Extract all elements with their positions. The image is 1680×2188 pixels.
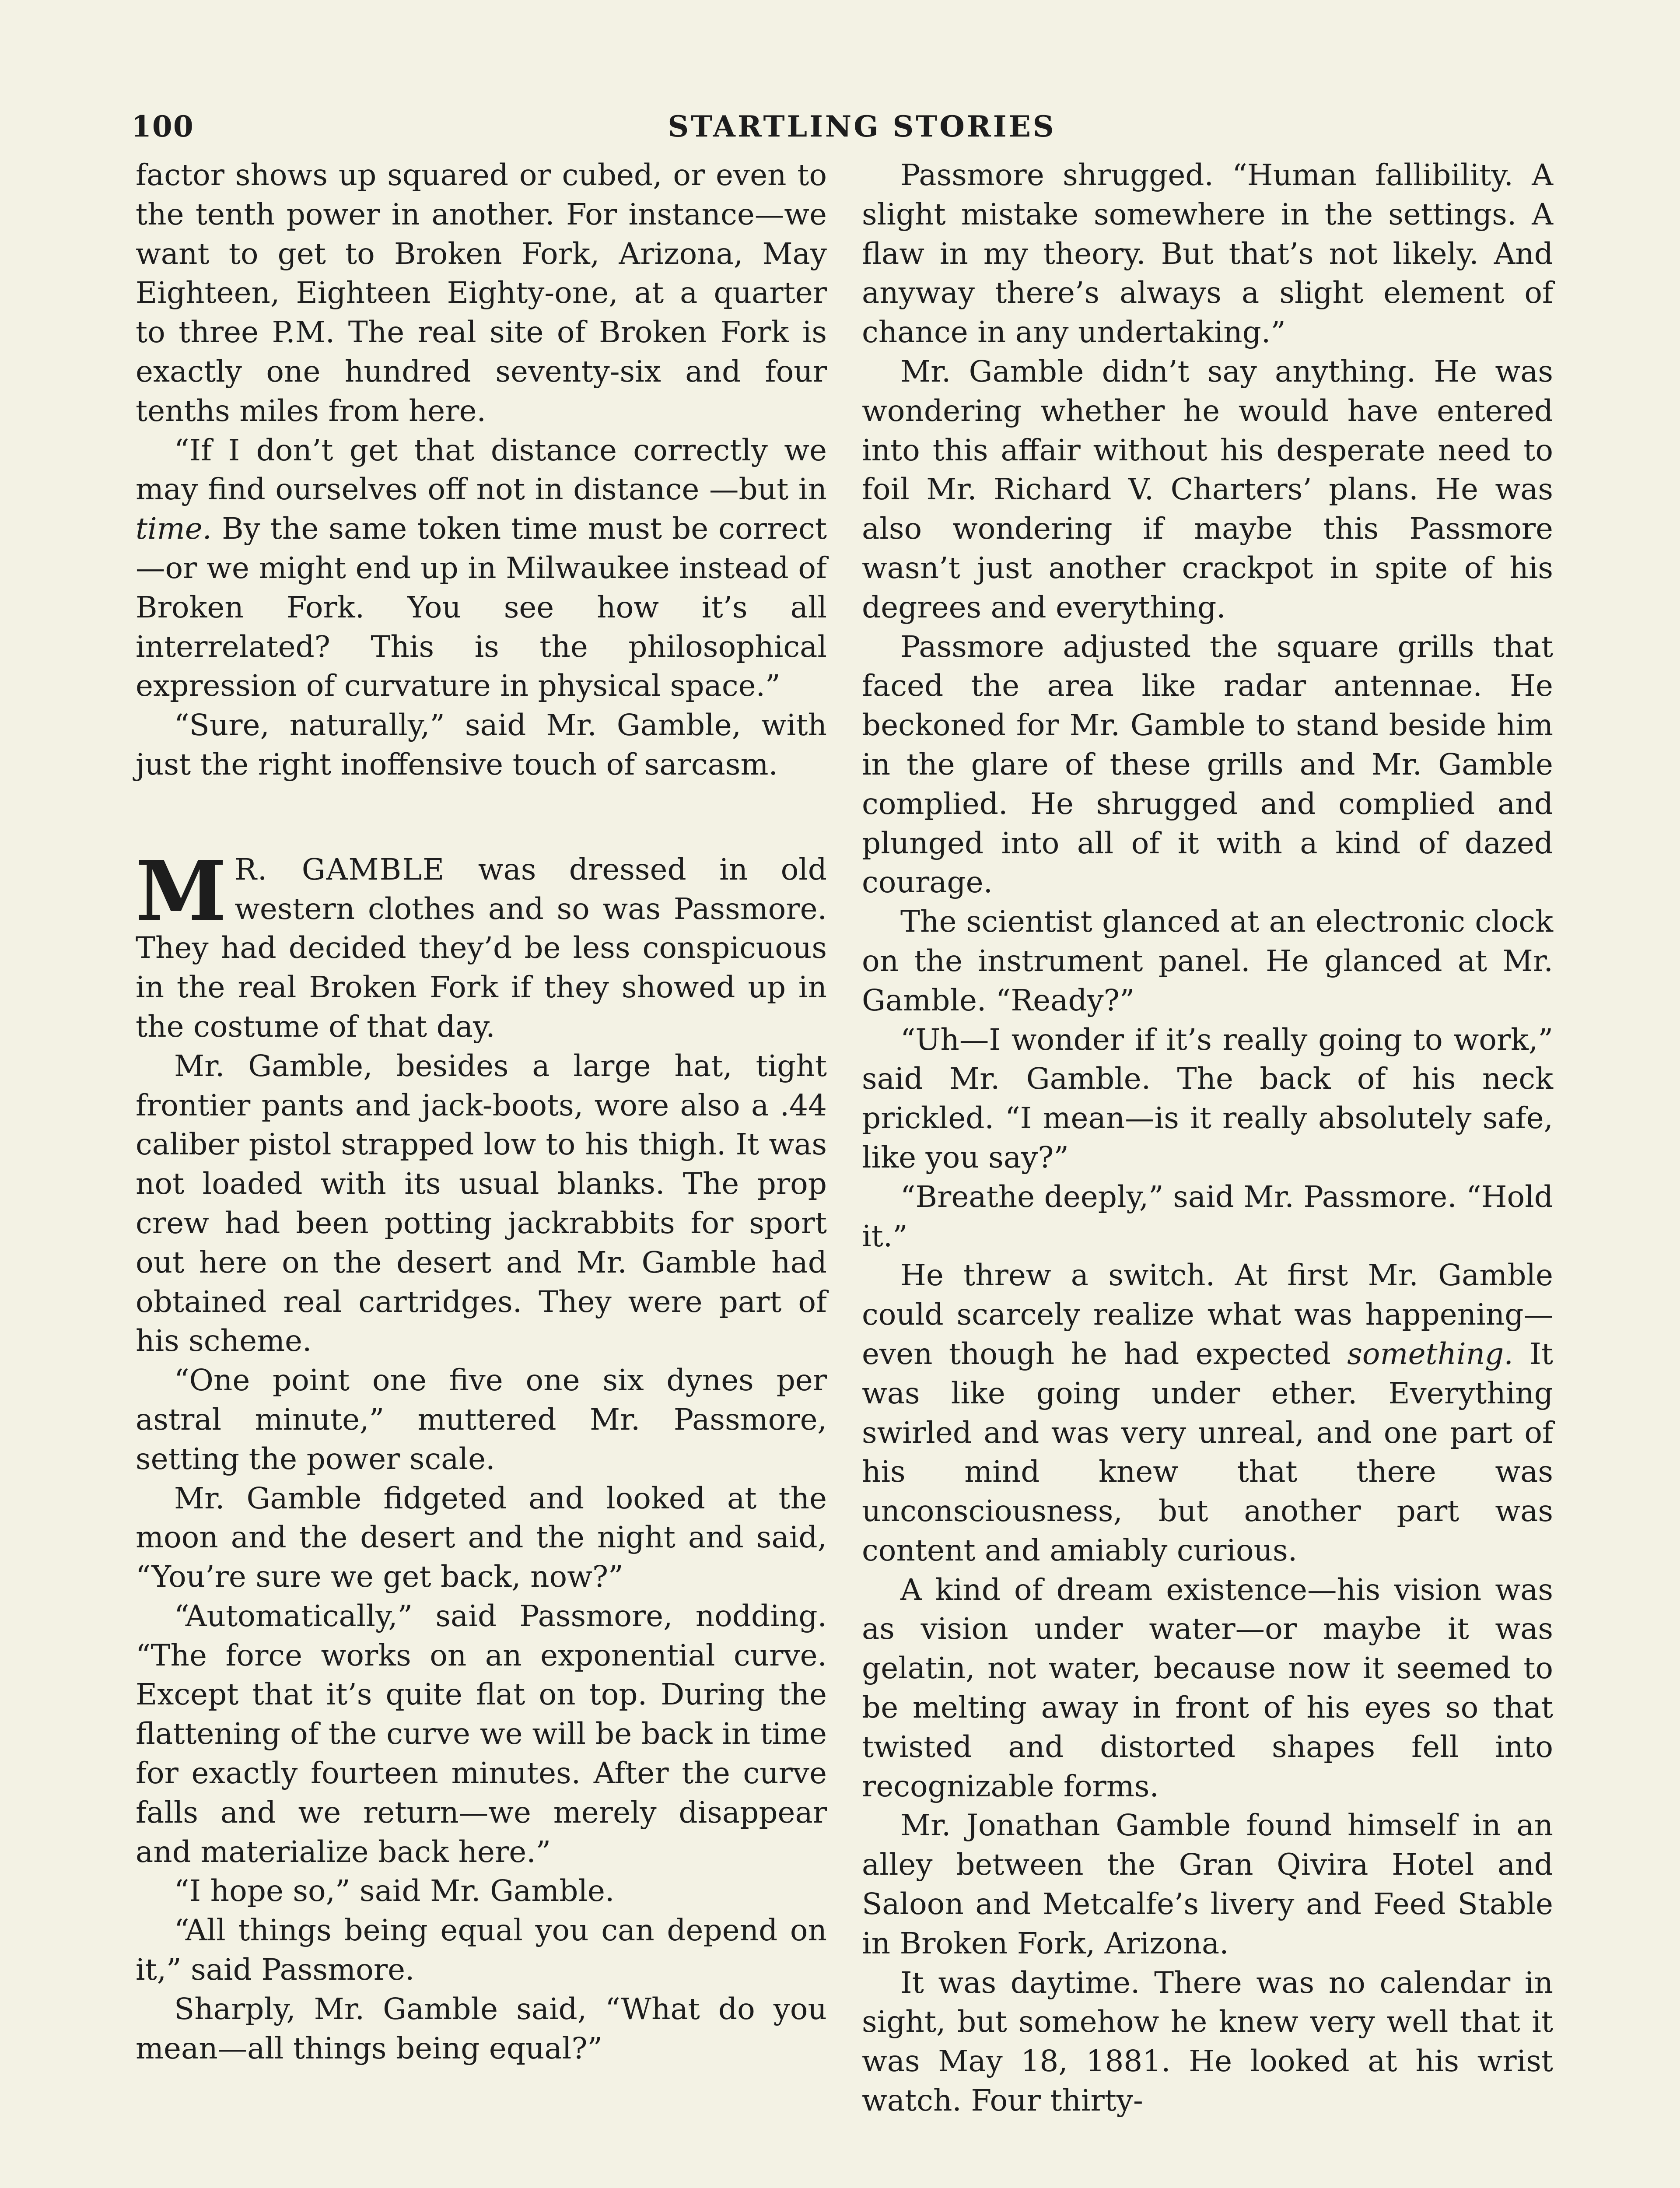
paragraph: “Breathe deeply,” said Mr. Passmore. “Hold it.” <box>862 1179 1553 1253</box>
page-header <box>131 109 1592 149</box>
paragraph: Mr. Jonathan Gamble found himself in an alley between the Gran Qivira Hotel and Saloon and Metcalfe’s livery and Feed Stable in Broken Fork, Arizona. <box>862 1808 1553 1960</box>
text-run: By the same token time must be correct—or we might end up in Milwaukee instead of Broken Fork. You see how it’s all interrelated? This is the philosophical expression of curvature in physical space.” <box>136 511 827 703</box>
paragraph: Mr. Gamble, besides a large hat, tight frontier pants and jack-boots, wore also a .44 caliber pistol strapped low to his thigh. It was not loaded with its usual blanks. The prop crew had been potting jackrabbits for sport out here on the desert and Mr. Gamble had obtained real cartridges. They were part of his scheme. <box>136 1048 827 1358</box>
running-head: STARTLING STORIES <box>668 109 1056 144</box>
right-column <box>862 155 1553 2188</box>
paragraph: “Uh—I wonder if it’s really going to work,” said Mr. Gamble. The back of his neck prickled. “I mean—is it really absolutely safe, like you say?” <box>862 1022 1553 1175</box>
paragraph: A kind of dream existence—his vision was as vision under water—or maybe it was gelatin, not water, because now it seemed to be melting away in front of his eyes so that twisted and distorted shapes fell into recognizable forms. <box>862 1572 1553 1803</box>
left-column <box>136 155 827 2188</box>
emphasis: something. <box>1347 1336 1513 1371</box>
paragraph: Mr. Gamble fidgeted and looked at the moon and the desert and the night and said, “You’re sure we get back, now?” <box>136 1480 827 1594</box>
text-run: He threw a switch. At first Mr. Gamble could scarcely realize what was happening—even though he had expected <box>862 1258 1553 1371</box>
paragraph: Mr. Gamble didn’t say anything. He was wondering whether he would have entered into this affair without his desperate need to foil Mr. Richard V. Charters’ plans. He was also wondering if maybe this Passmore wasn’t just another crackpot in spite of his degrees and everything. <box>862 354 1553 624</box>
paragraph: “Sure, naturally,” said Mr. Gamble, with just the right inoffensive touch of sarcasm. <box>136 708 827 782</box>
paragraph: “I hope so,” said Mr. Gamble. <box>174 1873 615 1908</box>
text-run: “If I don’t get that distance correctly we may find ourselves off not in distance —but in <box>136 432 827 507</box>
paragraph: factor shows up squared or cubed, or even to the tenth power in another. For instance—we want to get to Broken Fork, Arizona, May Eighteen, Eighteen Eighty-one, at a quarter to three P.M. The real site of Broken Fork is exactly one hundred seventy-six and four tenths miles from here. <box>136 158 827 428</box>
paragraph: Passmore adjusted the square grills that faced the area like radar antennae. He beckoned for Mr. Gamble to stand beside him in the glare of these grills and Mr. Gamble complied. He shrugged and complied and plunged into all of it with a kind of dazed courage. <box>862 629 1553 900</box>
paragraph <box>136 431 827 706</box>
section-opening-paragraph <box>136 842 827 1046</box>
paragraph: “All things being equal you can depend on it,” said Passmore. <box>136 1913 827 1987</box>
drop-cap: M <box>136 842 227 940</box>
paragraph: “One point one five one six dynes per astral minute,” muttered Mr. Passmore, setting the power scale. <box>136 1363 827 1476</box>
paragraph <box>862 1255 1553 1570</box>
small-caps-lead: R. GAMBLE <box>234 852 445 887</box>
paragraph: “Automatically,” said Passmore, nodding. “The force works on an exponential curve. Except that it’s quite flat on top. During the flattening of the curve we will be back in time for exactly fourteen minutes. After the curve falls and we return—we merely disappear and materialize back here.” <box>136 1598 827 1869</box>
page-number: 100 <box>131 109 194 144</box>
section-break <box>136 784 827 850</box>
text-run: It was like going under ether. Everything swirled and was very unreal, and one part of his mind knew that there was unconsciousness, but another part was content and amiably curious. <box>862 1336 1553 1567</box>
paragraph: The scientist glanced at an electronic clock on the instrument panel. He glanced at Mr. Gamble. “Ready?” <box>862 904 1553 1017</box>
paragraph: Sharply, Mr. Gamble said, “What do you mean—all things being equal?” <box>136 1991 827 2065</box>
text-run: was dressed in old western clothes and so was Passmore. They had decided they’d be less conspicuous in the real Broken Fork if they showed up in the costume of that day. <box>136 852 827 1044</box>
paragraph: Passmore shrugged. “Human fallibility. A slight mistake somewhere in the settings. A flaw in my theory. But that’s not likely. And anyway there’s always a slight element of chance in any undertaking.” <box>862 158 1553 350</box>
emphasis: time. <box>136 511 212 546</box>
paragraph: It was daytime. There was no calendar in sight, but somehow he knew very well that it was May 18, 1881. He looked at his wrist watch. Four thirty- <box>862 1965 1553 2118</box>
